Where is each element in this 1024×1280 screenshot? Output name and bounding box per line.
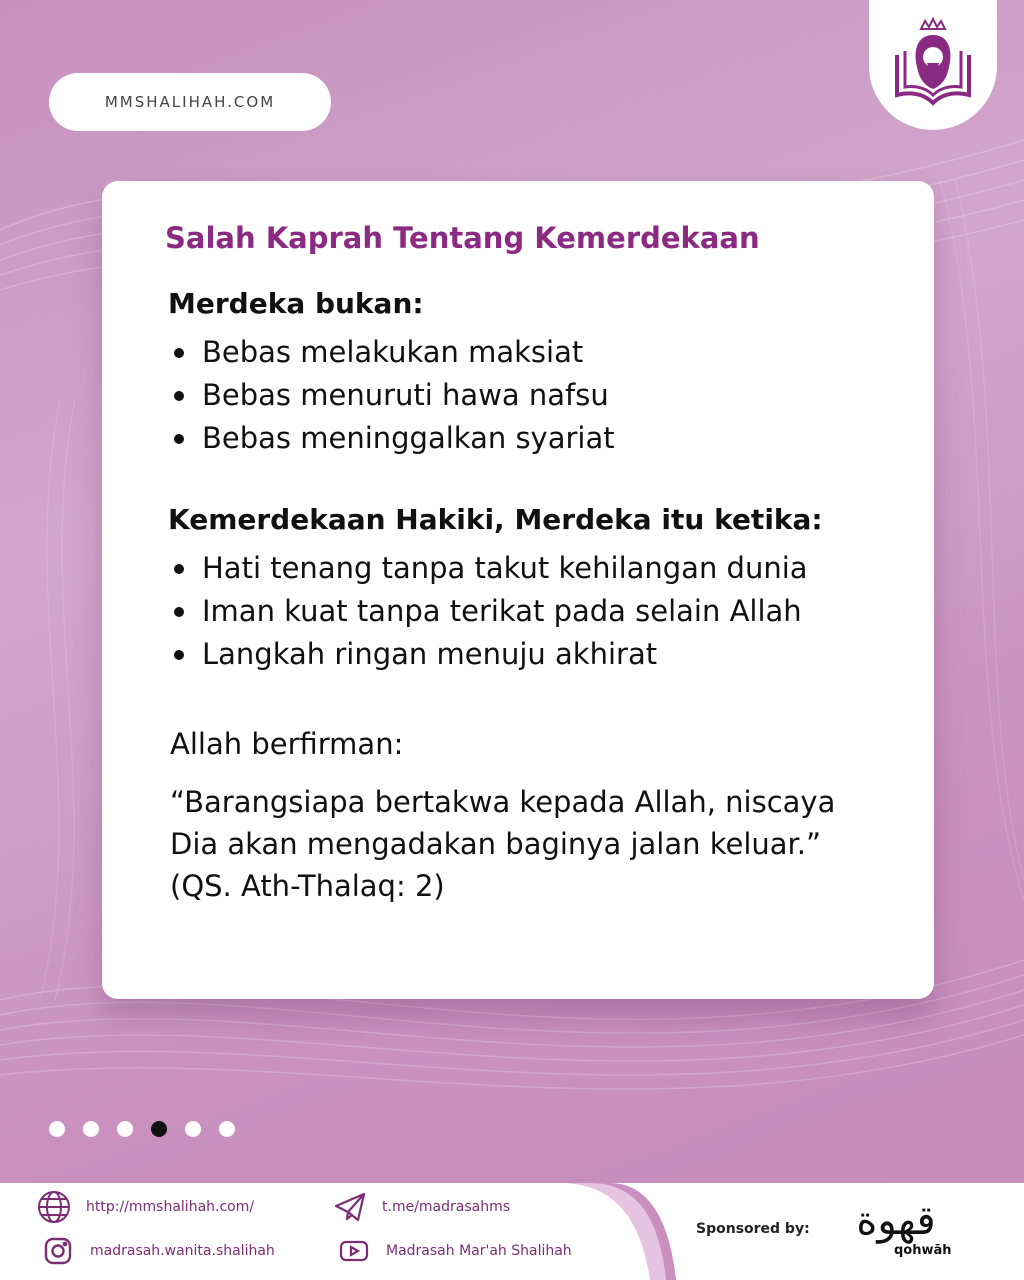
bullet-icon [174,391,184,401]
list-item: Bebas menuruti hawa nafsu [172,374,615,417]
list-item: Bebas melakukan maksiat [172,331,615,374]
quote-line: Dia akan mengadakan baginya jalan keluar.” [170,827,822,861]
bullet-icon [174,434,184,444]
youtube-channel[interactable]: Madrasah Mar'ah Shalihah [386,1243,572,1259]
footer-telegram[interactable] [332,1189,510,1225]
carousel-pagination [49,1121,235,1137]
page-dot-active[interactable] [151,1121,167,1137]
card-title: Salah Kaprah Tentang Kemerdekaan [165,221,760,255]
section2-heading: Kemerdekaan Hakiki, Merdeka itu ketika: [168,503,823,536]
bullet-icon [174,564,184,574]
bullet-icon [174,348,184,358]
quote-line: “Barangsiapa bertakwa kepada Allah, niscaya [170,785,836,819]
telegram-link[interactable]: t.me/madrasahms [382,1199,511,1215]
globe-icon [36,1189,72,1225]
youtube-icon [336,1233,372,1269]
page-dot[interactable] [83,1121,99,1137]
logo-tab [869,0,997,130]
list-item: Iman kuat tanpa terikat pada selain Allah [172,590,808,633]
telegram-icon [332,1189,368,1225]
footer-instagram[interactable] [40,1233,275,1269]
list-item: Langkah ringan menuju akhirat [172,633,808,676]
sponsor-arabic-text: قهوة [856,1198,936,1244]
sponsor-logo [836,1195,976,1265]
sponsor-latin-text: qohwāh [894,1243,952,1258]
page-dot[interactable] [117,1121,133,1137]
page-dot[interactable] [49,1121,65,1137]
quote-reference: (QS. Ath-Thalaq: 2) [170,869,445,903]
instagram-icon [40,1233,76,1269]
list-item: Bebas meninggalkan syariat [172,417,615,460]
page-dot[interactable] [185,1121,201,1137]
page-dot[interactable] [219,1121,235,1137]
section1-list [172,331,615,460]
bullet-icon [174,607,184,617]
content-card [102,181,934,999]
quran-quote [170,781,910,907]
bullet-icon [174,650,184,660]
intro-text: Allah berfirman: [170,727,404,761]
section1-heading: Merdeka bukan: [168,287,424,320]
instagram-handle[interactable]: madrasah.wanita.shalihah [90,1243,275,1259]
sponsor-label: Sponsored by: [696,1221,810,1237]
website-pill[interactable] [49,73,331,131]
footer [0,1183,1024,1280]
footer-youtube[interactable] [336,1233,572,1269]
list-item: Hati tenang tanpa takut kehilangan dunia [172,547,808,590]
website-link[interactable]: http://mmshalihah.com/ [86,1199,255,1215]
section2-list [172,547,808,676]
website-label: MMSHALIHAH.COM [104,93,276,111]
footer-website[interactable] [36,1189,254,1225]
crown-book-logo [883,15,983,115]
